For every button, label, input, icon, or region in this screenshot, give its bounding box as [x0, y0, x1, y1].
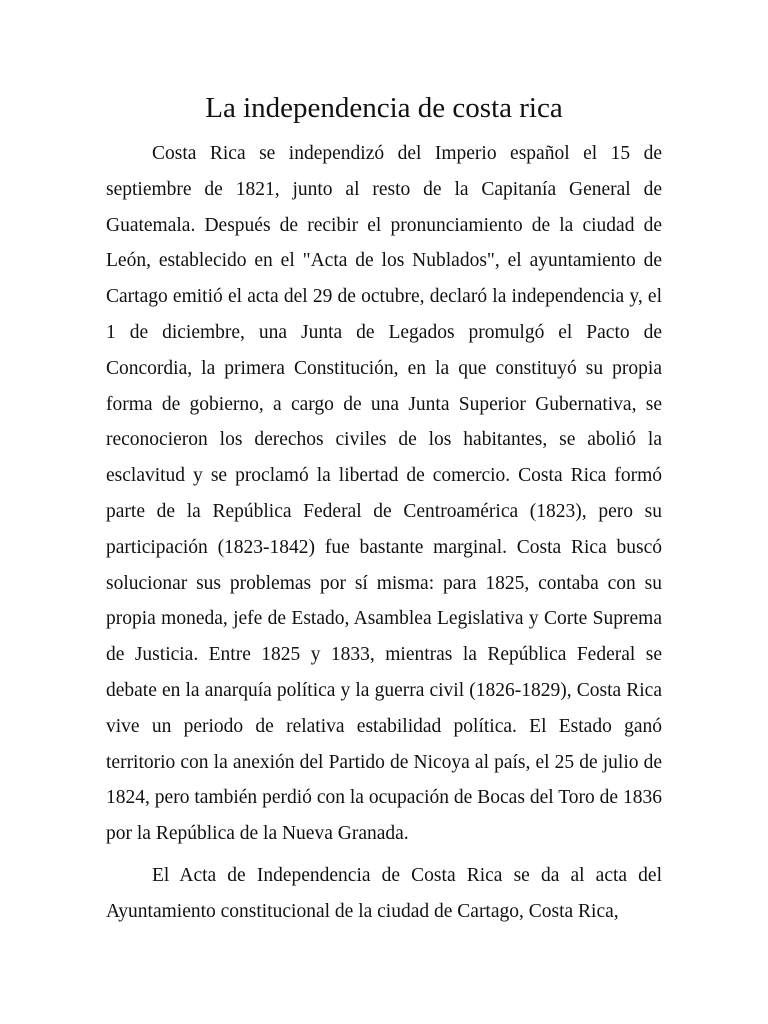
- document-title: La independencia de costa rica: [205, 92, 563, 124]
- body-paragraph-1: Costa Rica se independizó del Imperio español el 15 de septiembre de 1821, junto al resto de la Capitanía General de Guatemala. Después de recibir el pronunciamiento de la ciudad de León, establecido en el "Acta de los Nublados", el ayuntamiento de Cartago emitió el acta del 29 de octubre, declaró la independencia y, el 1 de diciembre, una Junta de Legados promulgó el Pacto de Concordia, la primera Constitución, en la que constituyó su propia forma de gobierno, a cargo de una Junta Superior Gubernativa, se reconocieron los derechos civiles de los habitantes, se abolió la esclavitud y se proclamó la libertad de comercio. Costa Rica formó parte de la República Federal de Centroamérica (1823), pero su participación (1823-1842) fue bastante marginal. Costa Rica buscó solucionar sus problemas por sí misma: para 1825, contaba con su propia moneda, jefe de Estado, Asamblea Legislativa y Corte Suprema de Justicia. Entre 1825 y 1833, mientras la República Federal se debate en la anarquía política y la guerra civil (1826-1829), Costa Rica vive un periodo de relativa estabilidad política. El Estado ganó territorio con la anexión del Partido de Nicoya al país, el 25 de julio de 1824, pero también perdió con la ocupación de Bocas del Toro de 1836 por la República de la Nueva Granada.: [106, 143, 662, 845]
- body-paragraph-2: El Acta de Independencia de Costa Rica se da al acta del Ayuntamiento constitucional de la ciudad de Cartago, Costa Rica,: [106, 865, 662, 922]
